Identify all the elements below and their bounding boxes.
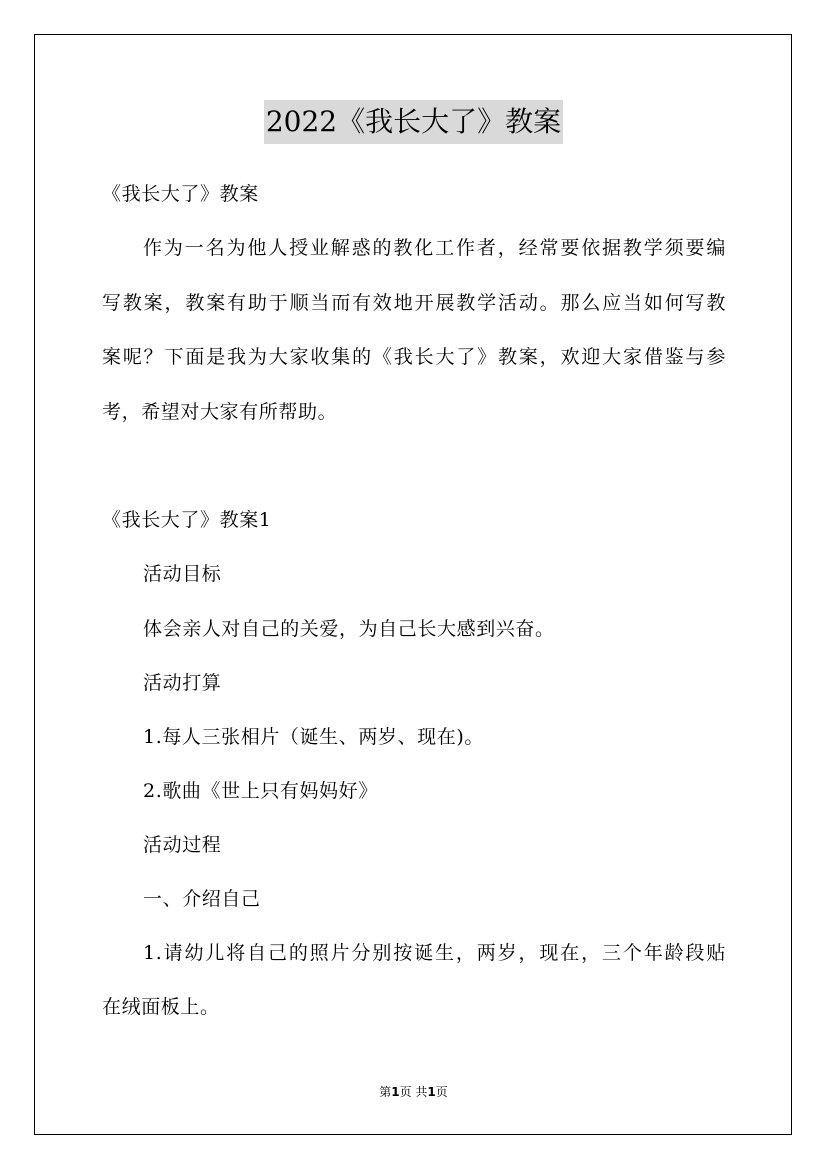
item-goal-text: 体会亲人对自己的关爱，为自己长大感到兴奋。 bbox=[143, 618, 555, 640]
last-para-line-2: 在绒面板上。 bbox=[102, 996, 220, 1018]
page-footer bbox=[0, 1083, 827, 1101]
item-prep-1: 1.每人三张相片（诞生、两岁、现在)。 bbox=[143, 726, 484, 748]
document-title: 2022《我长大了》教案 bbox=[264, 100, 563, 144]
item-activity-prep: 活动打算 bbox=[143, 672, 222, 694]
subtitle: 《我长大了》教案 bbox=[102, 183, 259, 205]
footer-prefix: 第 bbox=[379, 1085, 392, 1099]
item-activity-process: 活动过程 bbox=[143, 834, 222, 856]
intro-line-4: 考，希望对大家有所帮助。 bbox=[102, 401, 338, 423]
last-para-line-1: 1.请幼儿将自己的照片分别按诞生，两岁，现在，三个年龄段贴 bbox=[143, 942, 726, 964]
intro-line-2: 写教案，教案有助于顺当而有效地开展教学活动。那么应当如何写教 bbox=[102, 292, 726, 314]
footer-mid: 页 共 bbox=[399, 1085, 428, 1099]
footer-suffix: 页 bbox=[435, 1085, 448, 1099]
section-heading: 《我长大了》教案1 bbox=[102, 509, 272, 531]
item-process-1: 一、介绍自己 bbox=[143, 888, 261, 910]
footer-page-num: 1 bbox=[391, 1085, 400, 1099]
item-activity-goal: 活动目标 bbox=[143, 563, 222, 585]
item-prep-2: 2.歌曲《世上只有妈妈好》 bbox=[143, 780, 378, 802]
footer-page-total: 1 bbox=[427, 1085, 436, 1099]
intro-line-1: 作为一名为他人授业解惑的教化工作者，经常要依据教学须要编 bbox=[143, 237, 726, 259]
title-wrap bbox=[0, 100, 827, 144]
intro-line-3: 案呢？下面是我为大家收集的《我长大了》教案，欢迎大家借鉴与参 bbox=[102, 346, 726, 368]
